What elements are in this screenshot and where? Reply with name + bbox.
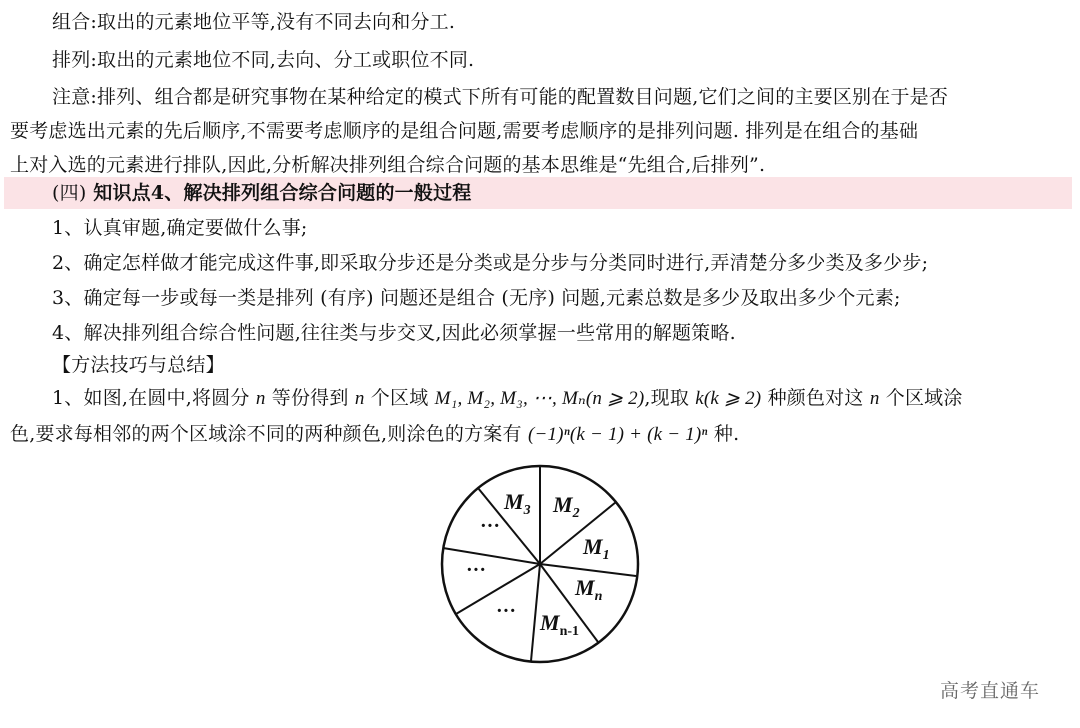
section-title: 知识点4、解决排列组合综合问题的一般过程 xyxy=(93,182,472,204)
text-fragment: 种颜色对这 xyxy=(767,387,864,409)
k-condition: k(k ⩾ 2) xyxy=(695,388,762,409)
text-fragment: 色,要求每相邻的两个区域涂不同的两种颜色,则涂色的方案有 xyxy=(10,423,522,445)
text-fragment: 个区域 xyxy=(370,387,429,409)
method-item-1-line-1 xyxy=(0,383,1080,414)
dots-left: ··· xyxy=(466,559,487,581)
text-fragment: 个区域涂 xyxy=(885,387,963,409)
watermark: 高考直通车 xyxy=(940,680,1041,702)
step-3: 3、确定每一步或每一类是排列 (有序) 问题还是组合 (无序) 问题,元素总数是多少及取出多少个元素; xyxy=(52,287,901,309)
step-4: 4、解决排列组合综合性问题,往往类与步交叉,因此必须掌握一些常用的解题策略. xyxy=(52,322,736,344)
label-m2: $M_2$ xyxy=(553,492,580,521)
label-m1: $M_1$ xyxy=(583,534,610,563)
section-heading xyxy=(0,178,1080,208)
text-fragment: 1、如图,在圆中,将圆分 xyxy=(52,387,250,409)
methods-title: 【方法技巧与总结】 xyxy=(52,354,225,376)
coloring-formula: (−1)ⁿ(k − 1) + (k − 1)ⁿ xyxy=(527,424,708,445)
section-number: (四) xyxy=(52,182,87,204)
var-n: n xyxy=(869,388,880,409)
combination-definition: 组合:取出的元素地位平等,没有不同去向和分工. xyxy=(52,11,456,33)
var-n: n xyxy=(354,388,365,409)
label-mn-1: $M_{n-1}$ xyxy=(540,610,580,639)
regions-sequence: M₁, M₂, M₃, ⋯, Mₙ xyxy=(434,388,586,409)
method-item-1-line-2 xyxy=(0,419,1080,450)
var-n: n xyxy=(255,388,266,409)
note-line-3: 上对入选的元素进行排队,因此,分析解决排列组合综合问题的基本思维是“先组合,后排列”. xyxy=(10,154,766,176)
step-1: 1、认真审题,确定要做什么事; xyxy=(52,217,308,239)
circle-regions-figure xyxy=(436,462,646,668)
text-fragment: 等份得到 xyxy=(271,387,349,409)
label-mn: $M_n$ xyxy=(575,575,603,604)
dots-upper: ··· xyxy=(480,515,501,537)
text-fragment: ,现取 xyxy=(644,387,690,409)
dots-lower: ··· xyxy=(496,600,517,622)
step-2: 2、确定怎样做才能完成这件事,即采取分步还是分类或是分步与分类同时进行,弄清楚分多少类及多少步; xyxy=(52,252,929,274)
label-m3: $M_3$ xyxy=(504,489,531,518)
n-condition: (n ⩾ 2) xyxy=(585,388,645,409)
text-fragment: 种. xyxy=(713,423,740,445)
note-line-1: 注意:排列、组合都是研究事物在某种给定的模式下所有可能的配置数目问题,它们之间的主要区别在于是否 xyxy=(52,86,949,108)
note-line-2: 要考虑选出元素的先后顺序,不需要考虑顺序的是组合问题,需要考虑顺序的是排列问题. 排列是在组合的基础 xyxy=(10,120,919,142)
permutation-definition: 排列:取出的元素地位不同,去向、分工或职位不同. xyxy=(52,49,475,71)
